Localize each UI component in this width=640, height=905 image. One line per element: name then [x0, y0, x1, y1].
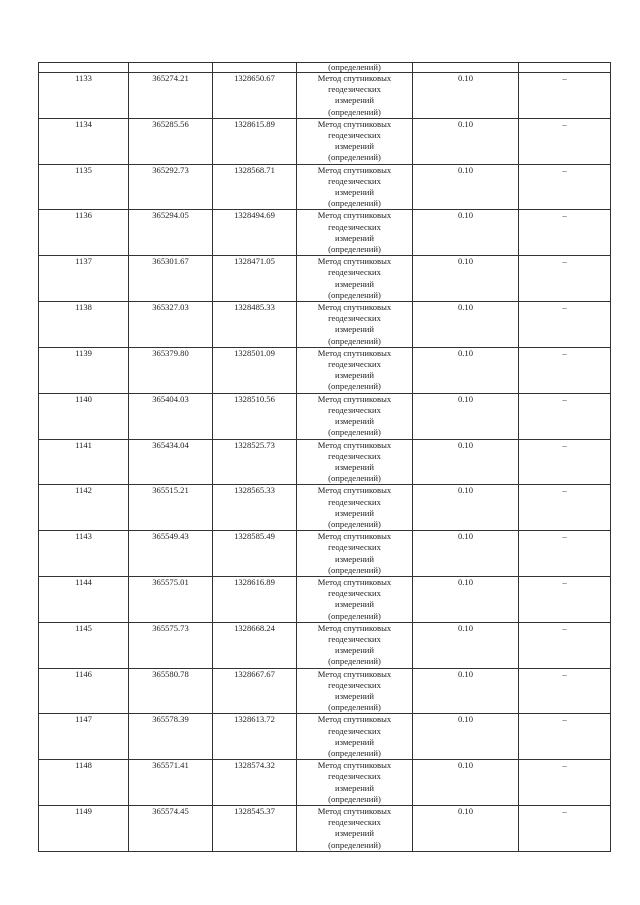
accuracy-value: 0.10 — [413, 118, 519, 164]
continuation-cell-method: (определений) — [297, 63, 413, 73]
accuracy-value: 0.10 — [413, 393, 519, 439]
note-cell: – — [519, 439, 611, 485]
table-row — [39, 302, 611, 348]
method-line: геодезических — [328, 725, 381, 736]
accuracy-value: 0.10 — [413, 668, 519, 714]
method-line: измерений — [334, 141, 375, 152]
method-line: (определений) — [328, 152, 381, 163]
method-line: Метод спутниковых — [317, 576, 392, 587]
coordinate-y: 1328668.24 — [213, 622, 297, 668]
method-line: Метод спутниковых — [317, 302, 392, 313]
coordinates-table-body — [39, 63, 611, 852]
continuation-row — [39, 63, 611, 73]
point-number: 1138 — [39, 302, 129, 348]
point-number: 1137 — [39, 256, 129, 302]
point-number: 1144 — [39, 576, 129, 622]
method-line: (определений) — [328, 747, 381, 758]
method-line: (определений) — [328, 244, 381, 255]
method-line: геодезических — [328, 633, 381, 644]
coordinate-y: 1328501.09 — [213, 347, 297, 393]
table-row — [39, 210, 611, 256]
method-line: (определений) — [328, 702, 381, 713]
method-line: Метод спутниковых — [317, 118, 392, 129]
method-cell — [297, 806, 413, 852]
point-number: 1141 — [39, 439, 129, 485]
coordinate-y: 1328613.72 — [213, 714, 297, 760]
point-number: 1142 — [39, 485, 129, 531]
accuracy-value: 0.10 — [413, 164, 519, 210]
coordinate-y: 1328545.37 — [213, 806, 297, 852]
method-line: геодезических — [328, 359, 381, 370]
method-line: геодезических — [328, 313, 381, 324]
coordinate-y: 1328574.32 — [213, 760, 297, 806]
table-row — [39, 439, 611, 485]
table-row — [39, 531, 611, 577]
accuracy-value: 0.10 — [413, 439, 519, 485]
method-line: измерений — [334, 828, 375, 839]
note-cell: – — [519, 714, 611, 760]
method-cell — [297, 347, 413, 393]
coordinate-y: 1328525.73 — [213, 439, 297, 485]
method-line: геодезических — [328, 496, 381, 507]
method-line: Метод спутниковых — [317, 622, 392, 633]
coordinate-x: 365515.21 — [129, 485, 213, 531]
table-row — [39, 622, 611, 668]
coordinate-y: 1328667.67 — [213, 668, 297, 714]
coordinate-y: 1328494.69 — [213, 210, 297, 256]
coordinate-x: 365404.03 — [129, 393, 213, 439]
method-line: (определений) — [328, 106, 381, 117]
method-cell — [297, 210, 413, 256]
table-row — [39, 256, 611, 302]
coordinate-x: 365301.67 — [129, 256, 213, 302]
point-number: 1148 — [39, 760, 129, 806]
method-line: измерений — [334, 324, 375, 335]
continuation-cell-x — [129, 63, 213, 73]
coordinate-x: 365580.78 — [129, 668, 213, 714]
method-line: (определений) — [328, 518, 381, 529]
accuracy-value: 0.10 — [413, 347, 519, 393]
method-cell — [297, 164, 413, 210]
coordinate-x: 365327.03 — [129, 302, 213, 348]
method-cell — [297, 118, 413, 164]
coordinate-x: 365294.05 — [129, 210, 213, 256]
method-line: (определений) — [328, 793, 381, 804]
coordinate-y: 1328615.89 — [213, 118, 297, 164]
method-line: геодезических — [328, 84, 381, 95]
method-line: геодезических — [328, 404, 381, 415]
method-line: измерений — [334, 736, 375, 747]
method-line: Метод спутниковых — [317, 531, 392, 542]
coordinate-y: 1328510.56 — [213, 393, 297, 439]
point-number: 1135 — [39, 164, 129, 210]
continuation-cell-accuracy — [413, 63, 519, 73]
accuracy-value: 0.10 — [413, 622, 519, 668]
method-line: геодезических — [328, 221, 381, 232]
method-line: геодезических — [328, 679, 381, 690]
coordinate-x: 365292.73 — [129, 164, 213, 210]
method-line: геодезических — [328, 267, 381, 278]
method-cell — [297, 760, 413, 806]
accuracy-value: 0.10 — [413, 760, 519, 806]
method-line: Метод спутниковых — [317, 73, 392, 83]
method-line: измерений — [334, 599, 375, 610]
method-line: геодезических — [328, 450, 381, 461]
method-line: Метод спутниковых — [317, 347, 392, 358]
method-line: измерений — [334, 782, 375, 793]
method-line: Метод спутниковых — [317, 760, 392, 771]
point-number: 1145 — [39, 622, 129, 668]
method-line: (определений) — [328, 198, 381, 209]
method-line: измерений — [334, 416, 375, 427]
accuracy-value: 0.10 — [413, 210, 519, 256]
table-row — [39, 485, 611, 531]
accuracy-value: 0.10 — [413, 714, 519, 760]
method-line: (определений) — [328, 289, 381, 300]
coordinate-x: 365575.73 — [129, 622, 213, 668]
accuracy-value: 0.10 — [413, 531, 519, 577]
method-line: измерений — [334, 278, 375, 289]
point-number: 1146 — [39, 668, 129, 714]
method-line: (определений) — [328, 427, 381, 438]
method-line: Метод спутниковых — [317, 393, 392, 404]
method-cell — [297, 485, 413, 531]
accuracy-value: 0.10 — [413, 576, 519, 622]
table-row — [39, 806, 611, 852]
method-line: геодезических — [328, 542, 381, 553]
table-row — [39, 576, 611, 622]
method-line: геодезических — [328, 175, 381, 186]
table-row — [39, 73, 611, 119]
accuracy-value: 0.10 — [413, 302, 519, 348]
note-cell: – — [519, 668, 611, 714]
method-line: измерений — [334, 370, 375, 381]
method-line: (определений) — [328, 473, 381, 484]
continuation-cell-y — [213, 63, 297, 73]
method-cell — [297, 393, 413, 439]
note-cell: – — [519, 393, 611, 439]
method-line: Метод спутниковых — [317, 806, 392, 816]
note-cell: – — [519, 347, 611, 393]
continuation-cell-note — [519, 63, 611, 73]
point-number: 1134 — [39, 118, 129, 164]
coordinate-x: 365379.80 — [129, 347, 213, 393]
table-row — [39, 714, 611, 760]
point-number: 1149 — [39, 806, 129, 852]
coordinate-x: 365574.45 — [129, 806, 213, 852]
method-line: измерений — [334, 553, 375, 564]
note-cell: – — [519, 118, 611, 164]
method-line: Метод спутниковых — [317, 485, 392, 496]
table-row — [39, 760, 611, 806]
note-cell: – — [519, 210, 611, 256]
note-cell: – — [519, 73, 611, 119]
coordinate-x: 365571.41 — [129, 760, 213, 806]
method-cell — [297, 73, 413, 119]
note-cell: – — [519, 256, 611, 302]
coordinate-y: 1328616.89 — [213, 576, 297, 622]
table-row — [39, 118, 611, 164]
method-line: (определений) — [328, 839, 381, 850]
accuracy-value: 0.10 — [413, 485, 519, 531]
method-cell — [297, 576, 413, 622]
method-cell — [297, 531, 413, 577]
point-number: 1147 — [39, 714, 129, 760]
method-line: (определений) — [328, 335, 381, 346]
note-cell: – — [519, 806, 611, 852]
method-line: измерений — [334, 187, 375, 198]
method-line: Метод спутниковых — [317, 210, 392, 221]
method-line: Метод спутниковых — [317, 439, 392, 450]
method-line: геодезических — [328, 771, 381, 782]
method-line: (определений) — [328, 610, 381, 621]
note-cell: – — [519, 760, 611, 806]
coordinate-y: 1328650.67 — [213, 73, 297, 119]
method-cell — [297, 439, 413, 485]
method-line: Метод спутниковых — [317, 668, 392, 679]
point-number: 1140 — [39, 393, 129, 439]
coordinate-y: 1328485.33 — [213, 302, 297, 348]
coordinate-x: 365434.04 — [129, 439, 213, 485]
note-cell: – — [519, 622, 611, 668]
method-cell — [297, 668, 413, 714]
table-row — [39, 393, 611, 439]
table-row — [39, 347, 611, 393]
point-number: 1133 — [39, 73, 129, 119]
coordinate-y: 1328565.33 — [213, 485, 297, 531]
point-number: 1143 — [39, 531, 129, 577]
accuracy-value: 0.10 — [413, 256, 519, 302]
note-cell: – — [519, 485, 611, 531]
table-row — [39, 668, 611, 714]
method-cell — [297, 622, 413, 668]
coordinate-x: 365575.01 — [129, 576, 213, 622]
method-cell — [297, 256, 413, 302]
coordinate-x: 365274.21 — [129, 73, 213, 119]
accuracy-value: 0.10 — [413, 73, 519, 119]
note-cell: – — [519, 576, 611, 622]
method-line: (определений) — [328, 656, 381, 667]
method-line: геодезических — [328, 130, 381, 141]
note-cell: – — [519, 164, 611, 210]
point-number: 1139 — [39, 347, 129, 393]
accuracy-value: 0.10 — [413, 806, 519, 852]
method-line: Метод спутниковых — [317, 256, 392, 267]
method-line: измерений — [334, 95, 375, 106]
method-cell — [297, 302, 413, 348]
method-line: геодезических — [328, 588, 381, 599]
coordinates-table — [38, 62, 611, 852]
coordinate-y: 1328585.49 — [213, 531, 297, 577]
coordinate-y: 1328568.71 — [213, 164, 297, 210]
method-line: Метод спутниковых — [317, 164, 392, 175]
method-line: измерений — [334, 507, 375, 518]
method-line: Метод спутниковых — [317, 714, 392, 725]
note-cell: – — [519, 531, 611, 577]
note-cell: – — [519, 302, 611, 348]
coordinate-x: 365578.39 — [129, 714, 213, 760]
table-row — [39, 164, 611, 210]
method-line: измерений — [334, 645, 375, 656]
method-line: (определений) — [328, 381, 381, 392]
method-line: измерений — [334, 232, 375, 243]
method-line: измерений — [334, 690, 375, 701]
coordinate-x: 365285.56 — [129, 118, 213, 164]
method-line: (определений) — [328, 564, 381, 575]
method-line: измерений — [334, 461, 375, 472]
coordinate-y: 1328471.05 — [213, 256, 297, 302]
method-line: геодезических — [328, 817, 381, 828]
continuation-cell-number — [39, 63, 129, 73]
coordinate-x: 365549.43 — [129, 531, 213, 577]
point-number: 1136 — [39, 210, 129, 256]
method-cell — [297, 714, 413, 760]
